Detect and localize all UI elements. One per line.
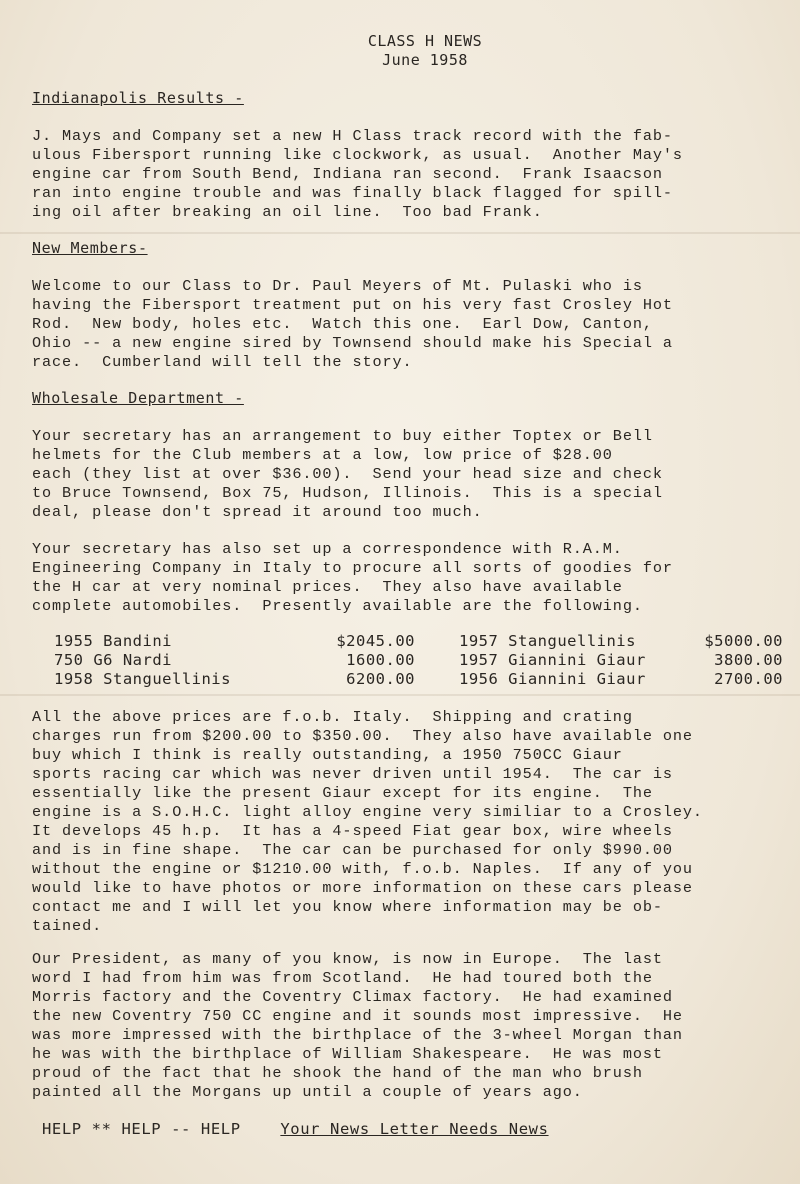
paragraph-prices-giaur: All the above prices are f.o.b. Italy. Shipping and crating charges run from $200.00 to $350.00. They also have available one buy which I think is really outstanding, a 1950 750CC Giaur sports racing car which was never driven until 1954. The car is essentially like the present Giaur except for its engine. The engine is a S.O.H.C. light alloy engine very similiar to a Crosley. It develops 45 h.p. It has a 4-speed Fiat gear box, wire wheels and is in fine shape. The car can be purchased for only $990.00 without the engine or $1210.00 with, f.o.b. Naples. If any of you would like to have photos or more information on these cars please contact me and I will let you know where information may be ob- tained. — [32, 708, 703, 935]
car-name: 1956 Giannini Giaur — [459, 669, 646, 688]
newsletter-title: CLASS H NEWS — [367, 32, 483, 50]
car-price: 2700.00 — [714, 669, 783, 688]
car-price: $5000.00 — [704, 631, 783, 650]
car-price: $2045.00 — [336, 631, 415, 650]
car-name: 1957 Stanguellinis — [459, 631, 636, 650]
help-text: HELP ** HELP -- HELP — [42, 1120, 241, 1138]
section-title-new-members: New Members- — [32, 239, 148, 257]
price-row — [54, 650, 783, 669]
car-price: 1600.00 — [346, 650, 415, 669]
paragraph-ram-engineering: Your secretary has also set up a correspondence with R.A.M. Engineering Company in Italy to procure all sorts of goodies for the H car at very nominal prices. They also have available complete automobiles. Presently available are the following. — [32, 540, 673, 615]
paragraph-indianapolis: J. Mays and Company set a new H Class track record with the fab- ulous Fibersport running like clockwork, as usual. Another May's engine car from South Bend, Indiana ran second. Frank Isaacson ran into engine trouble and was finally black flagged for spill- ing oil after breaking an oil line. Too bad Frank. — [32, 127, 683, 221]
paragraph-president: Our President, as many of you know, is now in Europe. The last word I had from him was from Scotland. He had toured both the Morris factory and the Coventry Climax factory. He had examined the new Coventry 750 CC engine and it sounds most impressive. He was more impressed with the birthplace of the 3-wheel Morgan than he was with the birthplace of William Shakespeare. He was most proud of the fact that he shook the hand of the man who brush painted all the Morgans up until a couple of years ago. — [32, 950, 683, 1101]
car-name: 1957 Giannini Giaur — [459, 650, 646, 669]
car-name: 750 G6 Nardi — [54, 650, 172, 669]
price-list-table — [54, 631, 783, 688]
paper-fold-line — [0, 232, 800, 234]
price-row — [54, 669, 783, 688]
footer-slogan: Your News Letter Needs News — [280, 1120, 549, 1138]
car-price: 3800.00 — [714, 650, 783, 669]
footer-line — [42, 1120, 549, 1138]
paper-fold-line — [0, 694, 800, 696]
car-name: 1955 Bandini — [54, 631, 172, 650]
paragraph-helmets: Your secretary has an arrangement to buy either Toptex or Bell helmets for the Club members at a low, low price of $28.00 each (they list at over $36.00). Send your head size and check to Bruce Townsend, Box 75, Hudson, Illinois. This is a special deal, please don't spread it around too much. — [32, 427, 663, 521]
newsletter-date: June 1958 — [382, 51, 468, 69]
section-title-indianapolis: Indianapolis Results - — [32, 89, 244, 107]
price-row — [54, 631, 783, 650]
car-name: 1958 Stanguellinis — [54, 669, 231, 688]
section-title-wholesale: Wholesale Department - — [32, 389, 244, 407]
paragraph-new-members: Welcome to our Class to Dr. Paul Meyers of Mt. Pulaski who is having the Fibersport treatment put on his very fast Crosley Hot Rod. New body, holes etc. Watch this one. Earl Dow, Canton, Ohio -- a new engine sired by Townsend should make his Special a race. Cumberland will tell the story. — [32, 277, 673, 371]
car-price: 6200.00 — [346, 669, 415, 688]
